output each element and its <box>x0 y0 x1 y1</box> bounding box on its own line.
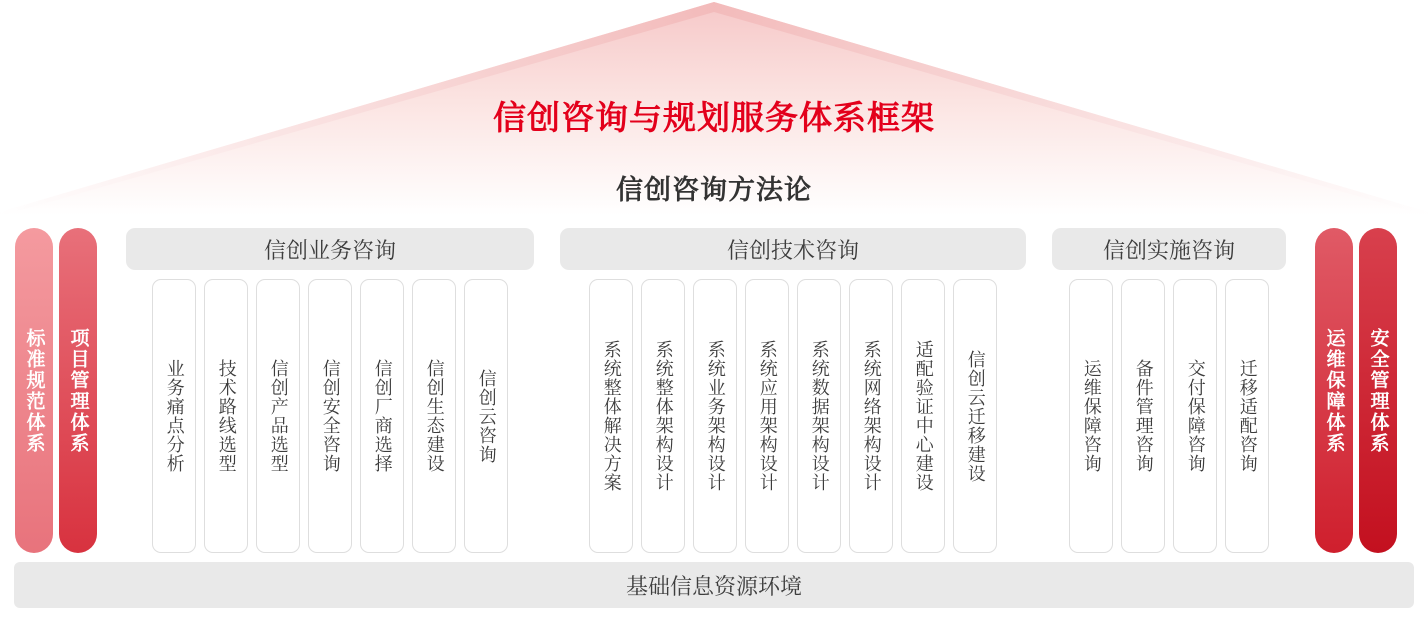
item-xc-product-selection[interactable] <box>256 279 300 553</box>
item-xc-security-consulting[interactable] <box>308 279 352 553</box>
right-pillar-security-label: 安全管理体系 <box>1367 327 1389 454</box>
item-label: 信创安全咨询 <box>320 359 341 473</box>
group-business-consulting <box>126 228 534 553</box>
item-label: 迁移适配咨询 <box>1237 359 1258 473</box>
foundation-bar <box>14 562 1414 608</box>
item-xc-cloud-consulting[interactable] <box>464 279 508 553</box>
left-pillar-standard-label: 标准规范体系 <box>23 327 45 454</box>
item-label: 运维保障咨询 <box>1081 359 1102 473</box>
item-overall-architecture-design[interactable] <box>641 279 685 553</box>
item-ops-support-consulting[interactable] <box>1069 279 1113 553</box>
group-technology-consulting <box>560 228 1026 553</box>
foundation-label: 基础信息资源环境 <box>625 573 802 599</box>
item-application-architecture-design[interactable] <box>745 279 789 553</box>
item-label: 适配验证中心建设 <box>913 340 934 492</box>
item-label: 信创云迁移建设 <box>965 349 986 483</box>
group-implementation-consulting-header: 信创实施咨询 <box>1052 228 1286 270</box>
item-label: 信创产品选型 <box>268 359 289 473</box>
item-label: 技术路线选型 <box>216 359 237 473</box>
item-label: 备件管理咨询 <box>1133 359 1154 473</box>
item-adaptation-verification-center[interactable] <box>901 279 945 553</box>
group-business-consulting-items <box>148 279 512 553</box>
right-pillar-ops-label: 运维保障体系 <box>1323 327 1345 454</box>
item-label: 系统整体解决方案 <box>601 340 622 492</box>
item-cloud-migration-building[interactable] <box>953 279 997 553</box>
item-overall-solution[interactable] <box>589 279 633 553</box>
item-xc-vendor-selection[interactable] <box>360 279 404 553</box>
item-label: 系统应用架构设计 <box>757 340 778 492</box>
pillars-row <box>0 228 1428 558</box>
group-implementation-consulting <box>1052 228 1286 553</box>
right-pillar-ops[interactable] <box>1315 228 1353 553</box>
methodology-title: 信创咨询方法论 <box>616 175 812 205</box>
right-pillar-security[interactable] <box>1359 228 1397 553</box>
item-label: 信创生态建设 <box>424 359 445 473</box>
group-implementation-consulting-items <box>1065 279 1273 553</box>
item-spare-parts-consulting[interactable] <box>1121 279 1165 553</box>
item-migration-adaptation-consulting[interactable] <box>1225 279 1269 553</box>
item-label: 信创云咨询 <box>476 368 497 464</box>
item-label: 系统网络架构设计 <box>861 340 882 492</box>
item-network-architecture-design[interactable] <box>849 279 893 553</box>
left-pillar-standard[interactable] <box>15 228 53 553</box>
item-label: 交付保障咨询 <box>1185 359 1206 473</box>
item-tech-route-selection[interactable] <box>204 279 248 553</box>
item-label: 信创厂商选择 <box>372 359 393 473</box>
group-business-consulting-header: 信创业务咨询 <box>126 228 534 270</box>
diagram-title: 信创咨询与规划服务体系框架 <box>493 99 935 136</box>
item-business-architecture-design[interactable] <box>693 279 737 553</box>
group-technology-consulting-header: 信创技术咨询 <box>560 228 1026 270</box>
group-technology-consulting-items <box>585 279 1001 553</box>
item-delivery-assurance-consulting[interactable] <box>1173 279 1217 553</box>
item-label: 系统整体架构设计 <box>653 340 674 492</box>
item-data-architecture-design[interactable] <box>797 279 841 553</box>
left-pillar-project[interactable] <box>59 228 97 553</box>
item-business-pain-analysis[interactable] <box>152 279 196 553</box>
item-label: 系统数据架构设计 <box>809 340 830 492</box>
item-xc-ecosystem-building[interactable] <box>412 279 456 553</box>
left-pillar-project-label: 项目管理体系 <box>67 327 89 454</box>
item-label: 业务痛点分析 <box>164 359 185 473</box>
item-label: 系统业务架构设计 <box>705 340 726 492</box>
